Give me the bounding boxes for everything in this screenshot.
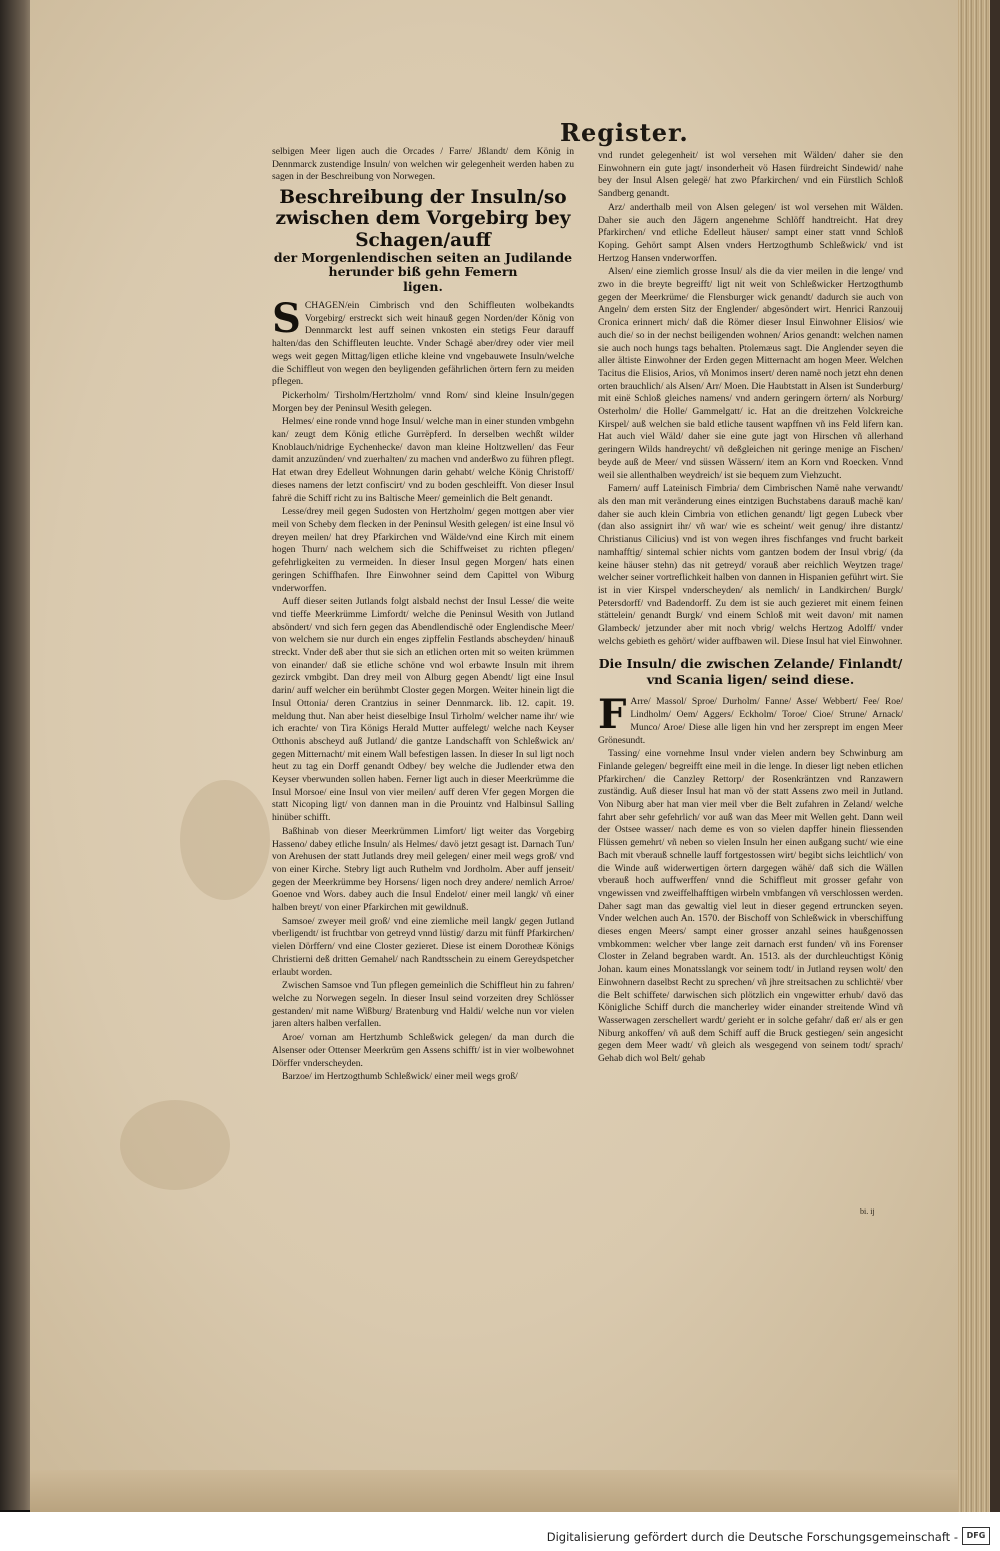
paragraph: Famern/ auff Lateinisch Fimbria/ dem Cimbrischen Namë nahe verwandt/ als den man mit veränderung eines eintzigen Buchstabens darauß machë kan/ daher sie auch klein Cimbria von etlichen genandt/ ligt gegen Lubeck vber (dan also assignirt ihr/ vñ war/ wie es scheint/ weit genug/ ihre distantz/ Christianus Cilicius) vnd ist von wegen ihres fischfanges vnd frucht barkeit namhafftig/ sintemal schier nichts vom gantzen bodem der Insul vbrig/ (da keine häuser stehn) das nit getreyd/ vorauß aber reichlich Weytzen trage/ welcher seiner vortreflichkeit halben von dannen in Hispanien geführt wirt. Sie ist in vier Kirspel vnderscheyden/ als nemlich/ in Landkirchen/ Burgk/ Petersdorff/ vnd Badendorff. Zu dem ist sie auch gezieret mit einem feinen stättelein/ genandt Burgk/ vnd einem Schloß mit weit davon/ mit namen Glambeck/ jetzunder aber mit noch vbrig/ welchs Hertzog Adolff/ vnder welchs gebieth es gehört/ wider auffbawen wil. Diese Insul hat viel Einwohner. [598, 483, 903, 647]
section-heading-line-3: ligen. [403, 278, 443, 294]
drop-cap: S [272, 295, 301, 343]
paragraph: Tassing/ eine vornehme Insul vnder vielen andern bey Schwinburg am Finlande gelegen/ begreifft eine meil in die lenge. In dieser ligt neben etlichen Pfarkirchen/ die Canzley Rettorp/ der Rosenkräntzen vnd Ranzawern zuständig. Auß dieser Insul hat man vö der statt Assens zwo meil in Jutland. Von Niburg aber hat man vier meil vber die Belt zufahren in Zeland/ welche fahrt aber sehr gefehrlich/ vor auß wan das Meer mit Wellen geht. Dann weil der Ostsee wasser/ nach deme es von so vielen dapffer hinein fliessenden Flüssen gemehrt/ vñ neben so vielen Insuln her einen außgang sucht/ wie eine Bach mit vberauß schnelle lauff fortgestossen wirt/ begibt sichs leichtlich/ von die Winde auß widerwertigen örtern dargegen wähë/ daß sich die Wällen vberauß hoch auffwerffen/ vnnd die Schiffleut mit grosser gefahr von vngewissen vnd zweiffelhafftigen wirbeln vmbfangen vñ verschlossen werden. Daher sagt man das gewaltig viel leut in dieser gegend ertruncken seyen. Vnder welchen auch An. 1570. der Bischoff von Schleßwick in vberschiffung dieses engen Meers/ sampt einer grosser anzahl seines haußgenossen vmbkommen: welcher vber lange zeit darnach erst funden/ vñ ins Forenser Closter in Zeland begraben wardt. An. 1513. als der durchleuchtigst König Johan. kaum eines Monatsslangk vor seinem todt/ in Jutland reysen wolt/ den Einwohnern daselbst Recht zu sprechen/ vñ jhre streitsachen zu schlichtë/ vber die Belt schiffete/ darwischen sich plötzlich ein vngewitter erhub/ davö das Königliche Schiff durch die mancherley wider einander streitende Wind vñ Wasserwagen zerschellert wardt/ gerieht er in solche gefahr/ daß er/ als er gen Niburg ankoffen/ vñ auß dem Schiff auff die Bruck gestiegen/ sein angesicht gegen dem Meer wadt/ vñ gleich als wesgegend von seinem todt/ sprach/ Gehab dich wol Belt/ gehab [598, 748, 903, 1065]
paragraph: Barzoe/ im Hertzogthumb Schleßwick/ einer meil wegs groß/ [282, 1071, 518, 1083]
book-cover-edge [990, 0, 1000, 1512]
right-column [598, 150, 903, 1067]
page-bottom-leaf [30, 1470, 960, 1512]
paragraph-text: CHAGEN/ein Cimbrisch vnd den Schiffleuten wolbekandts Vorgebirg/ erstreckt sich weit hinauß gegen Norden/der König von Dennmarckt lest auff seinen vnkosten ein stetigs Feur darauff halten/das den Schiffleuten leuchte. Vnder Schagë aber/drey oder vier meil wegs weit gegen Mittag/ligen etliche kleine vnd vngebauwete Insuln/welche die Schiffleut von wegen den beyligenden gefährlichen örtern fern zu meiden pflegen. [272, 300, 574, 388]
paragraph: Lesse/drey meil gegen Sudosten von Hertzholm/ gegen mottgen aber vier meil von Scheby dem flecken in der Peninsul Wesith gelegen/ ist eine Insul vö dreyen meilen/ hat drey Pfarkirchen vnd Wälde/vnd eine Kirch mit einem hogen Thurn/ nach welchem sich die Schiffweiset zu richten pflegen/ gefehrligkeiten zu vermeiden. In dieser Insul gegen Morgen/ hats einen geringen Schiffhafen. Ihre Einwohner seind dem Capittel von Wiburg vnderworffen. [272, 506, 574, 594]
section-heading [272, 187, 574, 294]
section-heading-islands: Die Insuln/ die zwischen Zelande/ Finlandt/ vnd Scania ligen/ seind diese. [598, 656, 903, 688]
signature-mark: bi. ij [860, 1207, 875, 1216]
paragraph: Samsoe/ zweyer meil groß/ vnd eine ziemliche meil langk/ gegen Jutland vberligendt/ ist fruchtbar von getreyd vnnd lüstig/ darzu mit fünff Pfarkirchen/ vielen Dörffern/ vnd eine Closter gezieret. Diese ist einem Dorotheæ Königs Christierni deß dritten Gemahel/ nach Randtsschein zu einem Gereydspetcher erlaubt worden. [272, 915, 574, 978]
left-column [272, 146, 574, 1085]
paper-stain [180, 780, 270, 900]
paragraph: Auff dieser seiten Jutlands folgt alsbald nechst der Insul Lesse/ die weite vnd tieffe Meerkrümme Limfordt/ welche die Peninsul Wesith von Jutland absöndert/ vnd sich fern gegen das Abendlendischë oder Englendische Meer/ von welchem sie nur durch ein enges zipffelin Festlands abscheyden/ hinauß streckt. Vnder deß aber thut sie sich an etlichen orten mit so weiten krümmen von einander/ daß sie etliche schöne vnd wol erbawte Insuln mit ihrem gezirck vmbgibt. Dan drey meil von Alburg gegen Abendt/ ligt eine Insul darin/ auff welcher ein berühmbt Closter gegen Morgen. Weiter hinein ligt die Insul Ottonia/ deren Crantzius in seiner Dennmarck. lib. 12. capit. 19. meldung thut. Nan aber heist dieselbige Insul Tirholm/ welcher name ihr/ wie ich erachte/ von Tira Königs Herald Mutter auffelegt/ welche nach Keyser Otthonis abscheyd auß Jutland/ die gantze Landschafft von Schleßwick an/ gegen Mitternacht/ mit einem Wall befestigen lassen. In dieser In sul ligt noch heut zu tag ein Dorff genandt Odbey/ bey welche die Judlender etwa den Keyser vberwunden sollen haben. Ferner ligt auch in dieser Meerkrümme die Insul Morsoe/ eine Insul von vier meilen/ auff deren Vfer gegen Morgen die statt Nicoping ligt/ von dannen man in die Prouintz vnd Halbinsul Salling hinüber schifft. [272, 596, 574, 824]
section-heading-line-2: der Morgenlendischen seiten an Judilande herunder biß gehn Femern [273, 249, 573, 280]
paragraph: Arz/ anderthalb meil von Alsen gelegen/ ist wol versehen mit Wälden. Daher sie auch den Jägern angenehme Schlöff handtreicht. Hat drey Pfarkirchen/ vnd etliche Edelleut häuser/ sampt einer statt vnnd Schloß Koping. Gehört sampt Alsen vnders Hertzogthumb Schleßwick/ vnd ist Hertzog Hansen vnderworffen. [598, 201, 903, 264]
paragraph: Pickerholm/ Tirsholm/Hertzholm/ vnnd Rom/ sind kleine Insuln/gegen Morgen bey der Peninsul Wesith gelegen. [272, 389, 574, 414]
paragraph: Alsen/ eine ziemlich grosse Insul/ als die da vier meilen in die lenge/ vnd zwo in die breyte begreifft/ ligt nit weit von Schleßwicker Hertzogthumb gegen der Meerkrüme/ die Flensburger wick genandt/ dadurch sie auch von Angeln/ dem ersten Sitz der Englender/ abgesöndert wirt. Henrici Ranzouij Cronica erinnert mich/ daß die Römer dieser Insul Einwohner Elisios/ wie auch die/ so in der nechst beiligenden wohnen/ Arios genandt: welchen namen sie auch noch hungs tags behalten. Ptolemæus sagt. Die Anglender seyen die aller ältiste Einwohner der Erden gegen Mitternacht am hogen Meer. Welchen Tacitus die Elisios, Arios, vñ Monimos insert/ deren namë noch jetzt ehn denen orten brauchlich/ als Alsen/ Arr/ Moen. Die Haubtstatt in Alsen ist Sunderburg/ mit einë Schloß gleiches namens/ vnd andern geringern örtern/ als Norburg/ Osterholm/ die Holle/ Gammelgatt/ ic. Hat an die dreitzehen Volckreiche Kirspel/ auß welchen sie bald etliche tausent wapffnen vñ ins Feld lifern kan. Hat auch viel Wäld/ daher sie eine gute jagt von Hirschen vñ allerhand geringern Wilds handreycht/ vñ deßgleichen nit geringe menige an Fischen/ beyde auß de Meer/ vnd süssen Wässern/ item an Korn vnd Roecken. Vnnd weil sie allenthalben weydreich/ ist sie bequem zum Viehzucht. [598, 266, 903, 481]
paragraph: Helmes/ eine ronde vnnd hoge Insul/ welche man in einer stunden vmbgehn kan/ zeugt dem König etliche Gurrëpferd. In derselben wechßt wilder Knoblauch/nidrige Eychenhecke/ davon man kleine Holtzwellen/ das Feur damit anzuzünden/ vnd zuerhalten/ zu machen vnd anderßwo zu führen pflegt. Hat etwan drey Edelleut Wohnungen darin gehabt/ welche König Christoff/ dieses namens der letzt confiscirt/ vnd zu boden geschleifft. Von dieser Insul fahrë die Schiff richt zu ins Baltische Meer/ gemeinlich die Belt genandt. [272, 416, 574, 504]
paragraph: Baßhinab von dieser Meerkrümmen Limfort/ ligt weiter das Vorgebirg Hasseno/ dabey etliche Insuln/ als Helmes/ davö jetzt gesagt ist. Darnach Tun/ von Arehusen der statt Jutlands drey meil gelegen/ einer meil wegs groß/ vnd von einer Kirche. Stebry ligt auch Ruthelm vnd Jordholm. Aber auff jenseit/ gegen der Meerkrümme bey Horsens/ ligen noch drey andere/ nemlich Arroe/ Goenoe vnd Wors. dabey auch die Insul Endelot/ einer meil langk/ vñ einer halben breyt/ von einer Pfarkirchen mit gewildnuß. [272, 825, 574, 914]
dfg-logo-icon [962, 1527, 990, 1545]
paragraph: Aroe/ vornan am Hertzhumb Schleßwick gelegen/ da man durch die Alsenser oder Ottenser Meerkrüm gen Assens schifft/ ist in vier wolbewohnet Dörffer vnderscheyden. [272, 1032, 574, 1069]
paper-stain [120, 1100, 230, 1190]
paragraph [598, 691, 903, 747]
footer-credit: Digitalisierung gefördert durch die Deutsche Forschungsgemeinschaft - [546, 1530, 958, 1544]
paragraph: Zwischen Samsoe vnd Tun pflegen gemeinlich die Schiffleut hin zu fahren/ welche zu Norwegen segeln. In dieser Insul seind vorzeiten drey Schlösser gestanden/ mit name Wißburg/ Bratenburg vnd Haldi/ welche nun vor vielen jaren alters halben verfallen. [272, 980, 574, 1030]
running-head: Register. [560, 118, 689, 147]
footer-bar [0, 1512, 1000, 1551]
paragraph [272, 295, 574, 389]
paragraph-text: Arre/ Massol/ Sproe/ Durholm/ Fanne/ Asse/ Webbert/ Fee/ Roe/ Lindholm/ Oem/ Aggers/ Eckholm/ Toroe/ Cioe/ Strune/ Arnack/ Munco/ Aroe/ Diese alle ligen hin vnd her zersprept im engen Meer Grönesundt. [598, 696, 903, 746]
drop-cap: F [598, 691, 627, 739]
opening-paragraph: selbigen Meer ligen auch die Orcades / Farre/ Jßlandt/ dem König in Dennmarck zustendige Insuln/ von welchen wir gelegenheit werden haben zu sagen in der Beschreibung von Norwegen. [272, 146, 574, 183]
page-edges [958, 0, 994, 1512]
section-heading-line-1: Beschreibung der Insuln/so zwischen dem Vorgebirg bey Schagen/auff [275, 187, 571, 251]
paragraph: vnd rundet gelegenheit/ ist wol versehen mit Wälden/ daher sie den Einwohnern ein gute jagt/ insonderheit vö Hasen fürdreicht Sindewid/ nahe bey der Insul Alsen gelegë/ hat zwo Pfarkirchen/ vnd ein Fürstlich Schloß Sandberg genandt. [598, 150, 903, 200]
dfg-logo-text: DFG [966, 1531, 986, 1540]
